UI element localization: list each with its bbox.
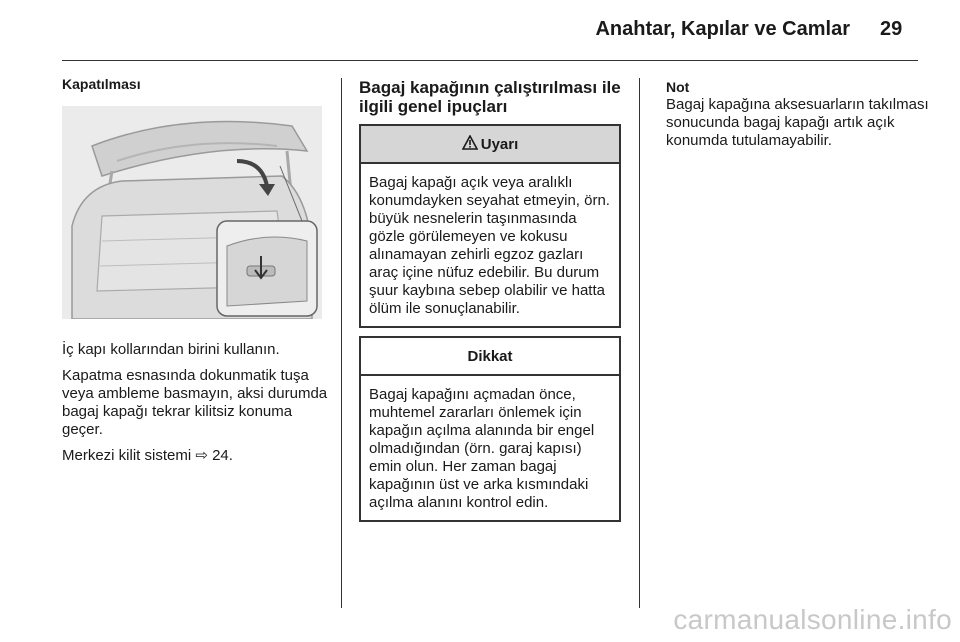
caution-header: [361, 338, 619, 376]
watermark: carmanualsonline.info: [673, 604, 952, 635]
paragraph-inner-handle: İç kapı kollarından birini kullanın.: [62, 341, 280, 358]
column-1: [62, 76, 330, 465]
paragraph-touchpad-warning: Kapatma esnasında dokunmatik tuşa veya ambleme basmayın, aksi durumda bagaj kapağı tekrar kilitsiz konuma geçer.: [62, 367, 328, 438]
warning-text: Bagaj kapağı açık veya aralıklı konumdayken seyahat etmeyin, örn. büyük nesnelerin taşınmasında gözle görülemeyen ve kokusu alınamayan zehirli egzoz gazları araç içine nüfuz edebilir. Bu durum şuur kaybına sebep olabilir ve hatta ölüm ile sonuçlanabilir.: [369, 174, 610, 317]
header-title: Anahtar, Kapılar ve Camlar: [595, 18, 850, 40]
page-number: 29: [880, 18, 903, 40]
column-3: [666, 79, 936, 150]
column-divider-2: [639, 78, 640, 608]
warning-header: [361, 126, 619, 164]
warning-box: [359, 124, 621, 328]
closing-subheading: Kapatılması: [62, 76, 141, 92]
tailgate-illustration-image: [62, 106, 322, 319]
note-title: Not: [666, 79, 690, 95]
column-2: [359, 78, 621, 522]
paragraph-central-lock-ref: Merkezi kilit sistemi ⇨ 24.: [62, 447, 233, 464]
note-text: Bagaj kapağına aksesuarların takılması sonucunda bagaj kapağı artık açık konumda tutulamayabilir.: [666, 96, 929, 149]
caution-box: [359, 336, 621, 522]
warning-triangle-icon: [462, 135, 478, 154]
warning-label: Uyarı: [480, 135, 519, 153]
header-divider: [62, 60, 918, 61]
caution-label: Dikkat: [467, 347, 513, 365]
column-divider-1: [341, 78, 342, 608]
section-title: Bagaj kapağının çalıştırılması ile ilgili genel ipuçları: [359, 78, 621, 116]
caution-text: Bagaj kapağını açmadan önce, muhtemel zararları önlemek için kapağın açılma alanında bir engel olmadığından (örn. garaj kapısı) emin olun. Her zaman bagaj kapağının üst ve arka kısmındaki açılma alanını kontrol edin.: [369, 386, 595, 511]
tailgate-illustration: [62, 106, 322, 319]
